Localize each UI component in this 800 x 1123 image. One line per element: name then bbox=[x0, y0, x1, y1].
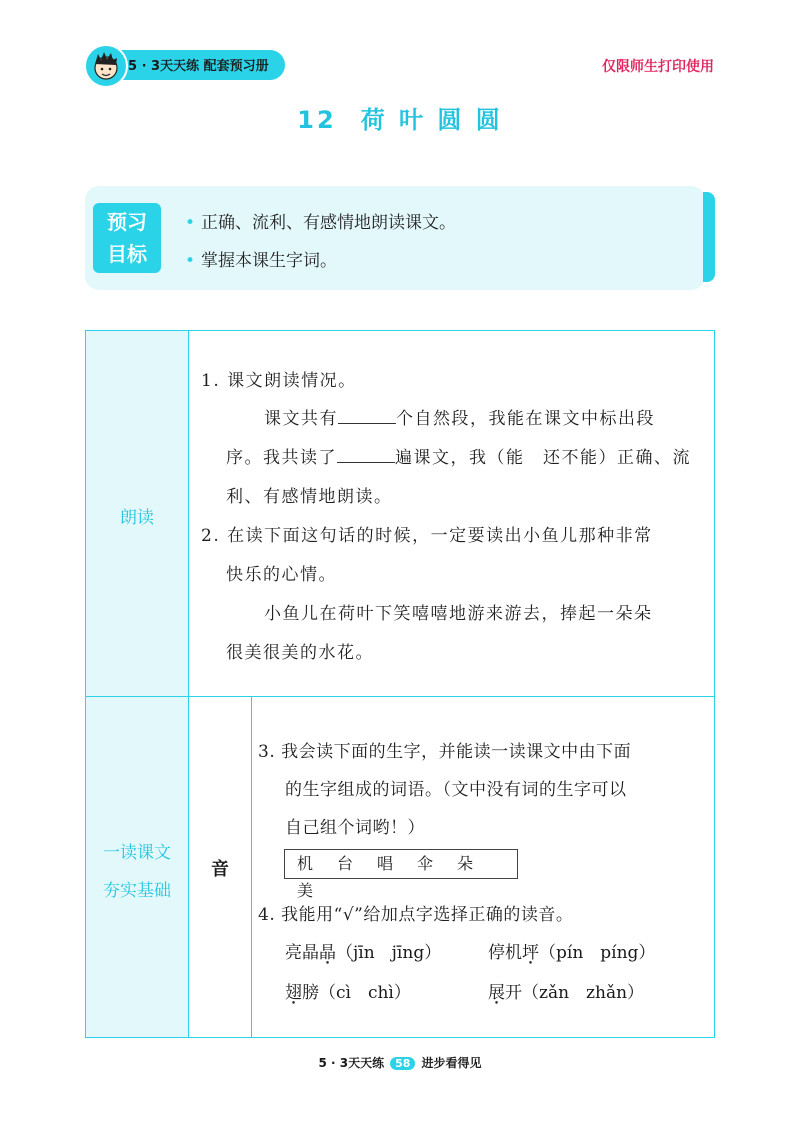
goals-box-edge bbox=[703, 192, 715, 282]
q2-line1: 2. 在读下面这句话的时候，一定要读出小鱼儿那种非常 bbox=[201, 526, 653, 546]
basics-label-line1: 一读课文 bbox=[103, 843, 171, 863]
word-text: 开 bbox=[505, 983, 522, 1003]
mascot-avatar-icon bbox=[84, 44, 128, 88]
pinyin-choice-1[interactable] bbox=[285, 938, 441, 963]
goals-tag-line2: 目标 bbox=[107, 242, 147, 266]
lesson-number: 12 bbox=[297, 106, 337, 134]
goals-tag-line1: 预习 bbox=[107, 210, 147, 234]
word-text: 膀 bbox=[302, 983, 319, 1003]
q1-line3: 利、有感情地朗读。 bbox=[226, 487, 393, 507]
pinyin-choice-3[interactable] bbox=[285, 978, 411, 1003]
dotted-char: 晶 bbox=[319, 943, 336, 963]
footer-slogan: 进步看得见 bbox=[421, 1056, 482, 1070]
sound-sub-label: 音 bbox=[211, 859, 229, 880]
q3-line3: 自己组个词哟！） bbox=[285, 818, 425, 838]
word-text: 亮晶 bbox=[285, 943, 319, 963]
q3-line2: 的生字组成的词语。（文中没有词的生字可以 bbox=[285, 780, 627, 800]
row-divider bbox=[85, 696, 715, 697]
pinyin-choice-2[interactable] bbox=[488, 938, 655, 963]
reading-label: 朗读 bbox=[120, 508, 154, 528]
char-item: 朵 bbox=[456, 854, 473, 873]
blank-paragraph-count[interactable] bbox=[338, 407, 396, 424]
sub-column-divider bbox=[251, 697, 252, 1038]
dotted-char: 展 bbox=[488, 983, 505, 1003]
dotted-char: 翅 bbox=[285, 983, 302, 1003]
exercise-table bbox=[85, 330, 715, 1038]
footer-brand: 5 · 3天天练 bbox=[318, 1056, 385, 1070]
pinyin-options: （pín píng） bbox=[539, 943, 656, 963]
q1-line2-b: 遍课文，我（能 还不能）正确、流 bbox=[395, 448, 691, 468]
q3-line1: 3. 我会读下面的生字，并能读一读课文中由下面 bbox=[258, 742, 632, 762]
pinyin-options: （zǎn zhǎn） bbox=[522, 983, 645, 1003]
blank-read-times[interactable] bbox=[337, 446, 395, 463]
q2-line2: 快乐的心情。 bbox=[226, 565, 337, 585]
char-item: 唱 bbox=[376, 854, 393, 873]
basics-label-line2: 夯实基础 bbox=[103, 881, 171, 901]
lesson-name: 荷 叶 圆 圆 bbox=[360, 106, 503, 134]
goal-text: 正确、流利、有感情地朗读课文。 bbox=[201, 213, 457, 233]
q1-line1 bbox=[264, 404, 655, 429]
word-text: 停机 bbox=[488, 943, 522, 963]
print-note: 仅限师生打印使用 bbox=[602, 59, 714, 75]
goal-text: 掌握本课生字词。 bbox=[201, 251, 338, 271]
pinyin-options: （jīn jīng） bbox=[336, 943, 442, 963]
q4-title: 4. 我能用“√”给加点字选择正确的读音。 bbox=[258, 905, 574, 925]
char-item: 台 bbox=[336, 854, 353, 873]
char-item: 伞 bbox=[416, 854, 433, 873]
new-characters-box bbox=[284, 849, 518, 900]
page-footer bbox=[0, 1054, 800, 1071]
goal-item bbox=[185, 246, 337, 271]
q1-line2-a: 序。我共读了 bbox=[226, 448, 337, 468]
q2-quote-line2: 很美很美的水花。 bbox=[226, 643, 374, 663]
brand-text: 5 · 3天天练 配套预习册 bbox=[128, 59, 269, 74]
page-number: 58 bbox=[390, 1057, 415, 1070]
q1-line1-a: 课文共有 bbox=[264, 409, 338, 429]
goal-item bbox=[185, 208, 456, 233]
preview-goals-box bbox=[85, 186, 705, 290]
pinyin-options: （cì chì） bbox=[319, 983, 411, 1003]
bullet-icon: • bbox=[185, 251, 196, 271]
pinyin-choice-4[interactable] bbox=[488, 978, 644, 1003]
q1-line2 bbox=[226, 443, 691, 468]
goals-tag bbox=[93, 203, 161, 273]
dotted-char: 坪 bbox=[522, 943, 539, 963]
q2-quote-line1: 小鱼儿在荷叶下笑嘻嘻地游来游去，捧起一朵朵 bbox=[264, 604, 653, 624]
q1-title: 1. 课文朗读情况。 bbox=[201, 371, 357, 391]
q1-line1-b: 个自然段，我能在课文中标出段 bbox=[396, 409, 655, 429]
lesson-title bbox=[0, 100, 800, 135]
char-item: 美 bbox=[296, 881, 313, 900]
char-item: 机 bbox=[296, 854, 313, 873]
bullet-icon: • bbox=[185, 213, 196, 233]
